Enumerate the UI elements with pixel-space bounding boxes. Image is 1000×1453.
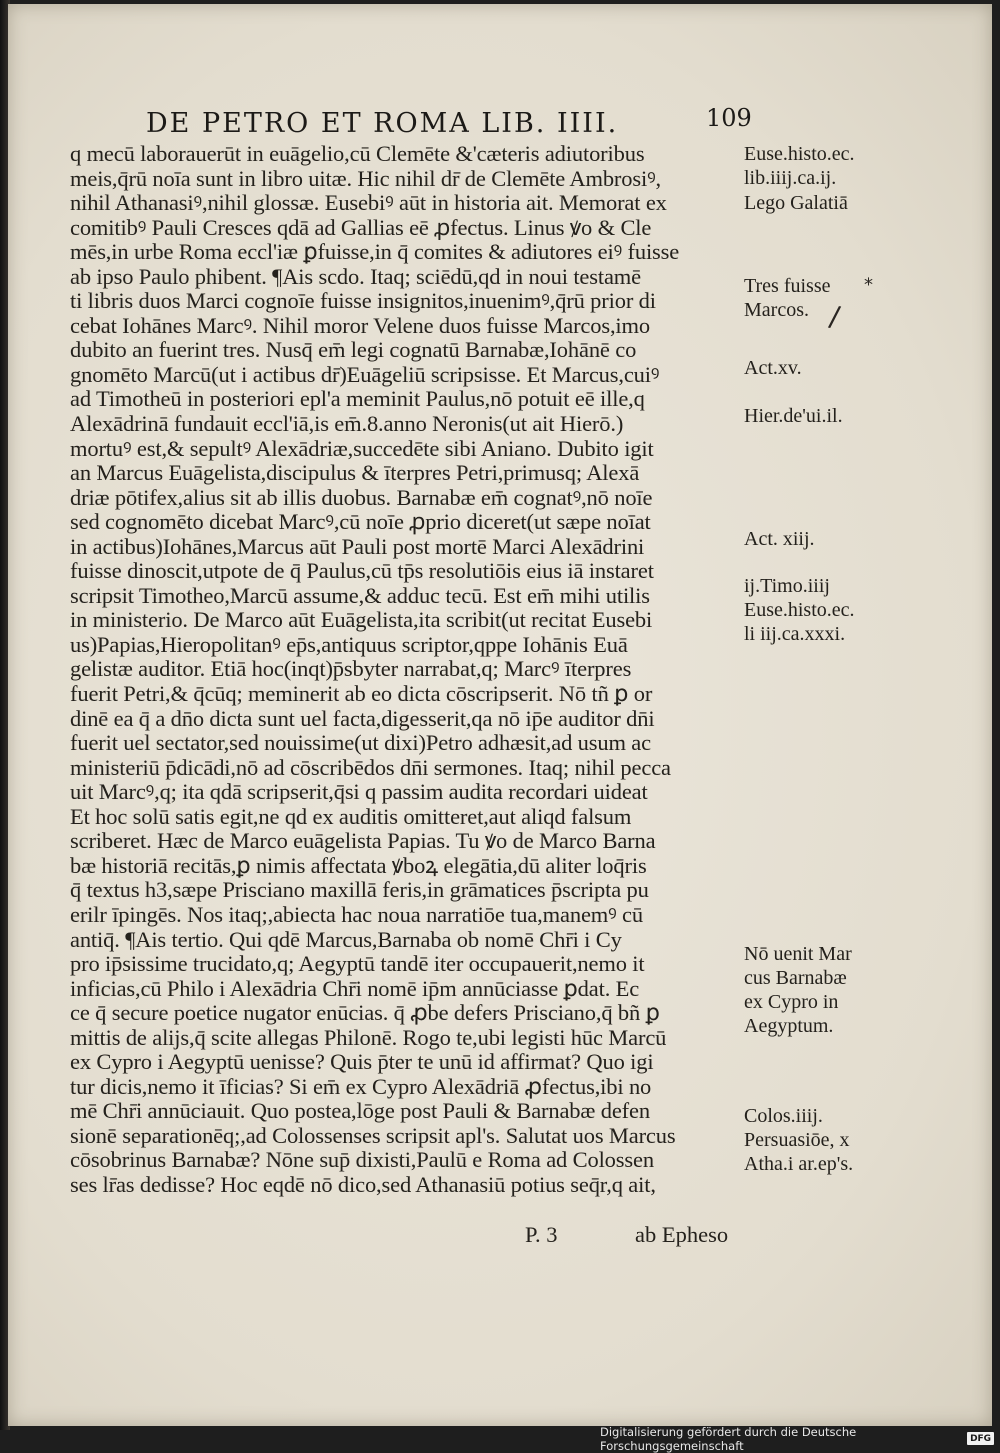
text-line: Et hoc solū satis egit,ne qd ex auditis omitteret,aut aliqd falsum xyxy=(70,804,632,829)
marginal-note-line: Persuasiōe, x xyxy=(744,1129,850,1151)
marginal-note-line: Nō uenit Mar xyxy=(744,943,852,965)
marginal-note-line: ij.Timo.iiij xyxy=(744,575,830,597)
text-line: mittis de alijs,q̄ scite allegas Philonē. Rogo te,ubi legisti hūc Marcū xyxy=(70,1025,667,1050)
text-line: antiq̄. ¶Ais tertio. Qui qdē Marcus,Barnaba ob nomē Chr̄i i Cy xyxy=(70,927,622,952)
credit-text: Digitalisierung gefördert durch die Deutsche Forschungsgemeinschaft xyxy=(600,1424,857,1453)
marginal-note-line: Marcos. xyxy=(744,299,809,321)
text-line: scripsit Timotheo,Marcū assume,& adduc tecū. Est em̄ mihi utilis xyxy=(70,583,650,608)
marginal-note-line: Act. xiij. xyxy=(744,528,815,550)
text-line: an Marcus Euāgelista,discipulus & īterpres Petri,primusq; Alexā xyxy=(70,461,640,486)
text-line: cōsobrinus Barnabæ? Nōne sup̄ dixisti,Paulū e Roma ad Colossen xyxy=(70,1148,654,1173)
marginal-notes xyxy=(8,4,992,1426)
catchword: ab Epheso xyxy=(635,1222,729,1247)
text-line: nihil Athanasiꝰ,nihil glossæ. Eusebiꝰ aūt in historia ait. Memorat ex xyxy=(70,191,667,216)
text-line: fuisse dinoscit,utpote de q̄ Paulus,cū tp̄s resolutiōis eius iā instaret xyxy=(70,559,654,584)
marginal-note xyxy=(744,274,831,322)
text-line: driæ pōtifex,alius sit ab illis duobus. Barnabæ em̄ cognatꝰ,nō noīe xyxy=(70,485,653,510)
text-line: tur dicis,nemo it īficias? Si em̄ ex Cypro Alexādriā ꝓfectus,ibi no xyxy=(70,1074,652,1099)
marginal-note-line: Euse.histo.ec. xyxy=(744,143,855,165)
text-line: mē Chr̄i annūciauit. Quo postea,lōge post Pauli & Barnabæ defen xyxy=(70,1099,650,1124)
text-line: mēs,in urbe Roma eccl'iæ ꝑfuisse,in q̄ comites & adiutores eiꝰ fuisse xyxy=(70,240,680,265)
marginal-note-line: Colos.iiij. xyxy=(744,1105,823,1127)
text-line: ce q̄ secure poetice nugator enūcias. q̄ ꝓbe defers Prisciano,q̄ bñ ꝑ xyxy=(70,1001,660,1026)
book-page xyxy=(8,4,992,1426)
marginal-note-line: cus Barnabæ xyxy=(744,967,847,989)
text-line: scriberet. Hæc de Marco euāgelista Papias. Tu ꝟo de Marco Barna xyxy=(70,829,656,854)
text-line: q̄ textus h3,sæpe Prisciano maxillā feris,in grāmatices p̄scripta pu xyxy=(70,878,649,903)
text-line: in actibus)Iohānes,Marcus aūt Pauli post mortē Marci Alexādrini xyxy=(70,534,645,559)
text-line: dinē ea q̄ a dn̄o dicta sunt uel facta,digesserit,qa nō ip̄e auditor dn̄i xyxy=(70,706,655,731)
slash-mark-icon: / xyxy=(827,299,843,334)
text-line: fuerit uel sectator,sed nouissime(ut dixi)Petro adhæsit,ad usum ac xyxy=(70,731,651,756)
signature-mark: P. 3 xyxy=(525,1222,558,1247)
marginal-note-line: Aegyptum. xyxy=(744,1015,834,1037)
text-line: sionē separationēq;,ad Colossenses scripsit apl's. Salutat uos Marcus xyxy=(70,1123,676,1148)
text-line: ex Cypro i Aegyptū uenisse? Quis p̄ter te unū id affirmat? Quo igi xyxy=(70,1050,654,1075)
text-line: q mecū laborauerūt in euāgelio,cū Clemēte &'cæteris adiutoribus xyxy=(70,142,645,166)
text-line: us)Papias,Hieropolitanꝰ ep̄s,antiquus scriptor,qppe Iohānis Euā xyxy=(70,632,628,657)
marginal-note xyxy=(744,527,815,551)
marginal-note xyxy=(744,404,843,428)
text-line: gelistæ auditor. Etiā hoc(inqt)p̄sbyter narrabat,q; Marcꝰ īterpres xyxy=(70,657,632,682)
digitization-credit xyxy=(600,1424,1000,1453)
marginal-note-line: lib.iiij.ca.ij. xyxy=(744,167,837,189)
dfg-logo-icon: DFG xyxy=(967,1432,994,1445)
marginal-note-line: Hier.de'ui.il. xyxy=(744,405,843,427)
marginal-note-line: ex Cypro in xyxy=(744,991,839,1013)
text-line: comitibꝰ Pauli Cresces qdā ad Gallias eē ꝓfectus. Linus ꝟo & Cle xyxy=(70,215,652,240)
text-line: meis,q̄rū noīa sunt in libro uitæ. Hic nihil dr̄ de Clemēte Ambrosiꝰ, xyxy=(70,166,661,191)
text-line: gnomēto Marcū(ut i actibus dr̄)Euāgeliū scripsisse. Et Marcus,cuiꝰ xyxy=(70,362,660,387)
marginal-note-line: Lego Galatiā xyxy=(744,192,848,214)
text-line: ad Timotheū in posteriori epl'a meminit Paulus,nō potuit eē ille,q xyxy=(70,387,645,412)
text-line: inficias,cū Philo i Alexādria Chr̄i nomē ip̄m annūciasse ꝑdat. Ec xyxy=(70,976,640,1001)
marginal-note-line: Atha.i ar.ep's. xyxy=(744,1153,854,1175)
marginal-note-line: Euse.histo.ec. xyxy=(744,599,855,621)
marginal-mark-icon: ⁎ xyxy=(864,269,873,290)
text-line: dubito an fuerint tres. Nusq̄ em̄ legi cognatū Barnabæ,Iohānē co xyxy=(70,338,637,363)
text-line: cebat Iohānes Marcꝰ. Nihil moror Velene duos fuisse Marcos,imo xyxy=(70,313,650,338)
marginal-note xyxy=(744,191,848,215)
folio-number: 109 xyxy=(706,104,752,132)
text-line: bæ historiā recitās,ꝑ nimis affectata ꝟboꝝ elegātia,dū aliter loq̄ris xyxy=(70,853,647,878)
marginal-note-line: li iij.ca.xxxi. xyxy=(744,623,846,645)
text-line: Alexādrinā fundauit eccl'iā,is em̄.8.anno Neronis(ut ait Hierō.) xyxy=(70,412,624,437)
text-line: ses lr̄as dedisse? Hoc eqdē nō dico,sed Athanasiū potius seq̄r,q ait, xyxy=(70,1172,656,1197)
text-line: ti libris duos Marci cognoīe fuisse insignitos,inuenimꝰ,q̄rū prior di xyxy=(70,289,656,314)
text-line: mortuꝰ est,& sepultꝰ Alexādriæ,succedēte sibi Aniano. Dubito igit xyxy=(70,436,654,461)
text-line: ministeriū p̄dicādi,nō ad cōscribēdos dn̄i sermones. Itaq; nihil pecca xyxy=(70,755,671,780)
text-line: erilr īpingēs. Nos itaq;,abiecta hac noua narratiōe tua,manemꝰ cū xyxy=(70,902,643,927)
header-title: DE PETRO ET ROMA LIB. IIII. xyxy=(146,108,619,139)
marginal-note-line: Tres fuisse xyxy=(744,275,831,297)
text-line: pro ip̄sissime trucidato,q; Aegyptū tandē iter occupauerit,nemo it xyxy=(70,952,645,977)
marginal-note xyxy=(744,574,855,646)
text-line: ab ipso Paulo phibent. ¶Ais scdo. Itaq; sciēdū,qd in noui testamē xyxy=(70,264,641,289)
marginal-note xyxy=(744,142,855,190)
text-line: fuerit Petri,& q̄cūq; meminerit ab eo dicta cōscripserit. Nō tñ ꝑ or xyxy=(70,682,653,707)
marginal-note xyxy=(744,1104,853,1176)
text-line: uit Marcꝰ,q; ita qdā scripserit,q̄si q passim audita recordari uideat xyxy=(70,780,648,805)
text-line: sed cognomēto dicebat Marcꝰ,cū noīe ꝓprio diceret(ut sæpe noīat xyxy=(70,510,651,535)
marginal-note-line: Act.xv. xyxy=(744,357,802,379)
marginal-note xyxy=(744,356,802,380)
text-line: in ministerio. De Marco aūt Euāgelista,ita scribit(ut recitat Eusebi xyxy=(70,608,653,633)
marginal-note xyxy=(744,942,852,1038)
